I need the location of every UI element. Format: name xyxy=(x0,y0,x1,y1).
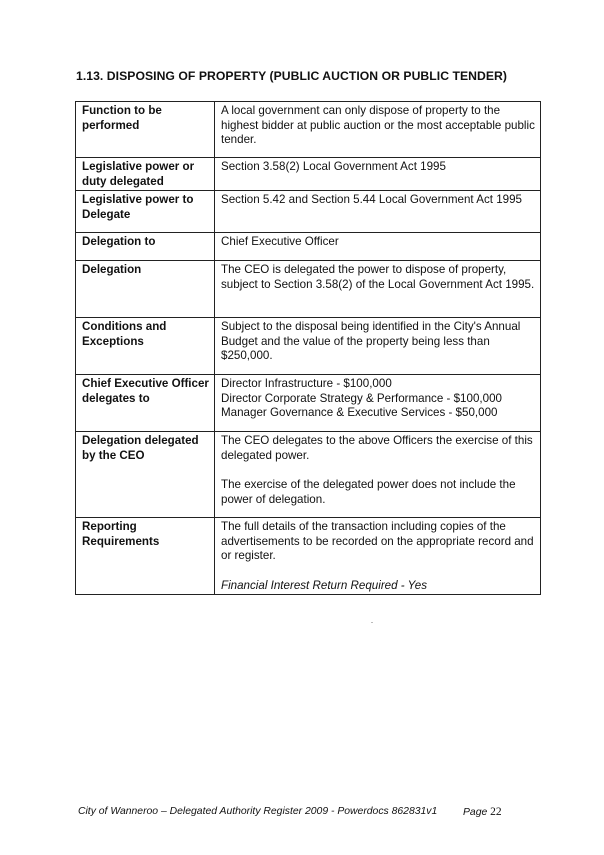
section-heading: 1.13. DISPOSING OF PROPERTY (PUBLIC AUCTION OR PUBLIC TENDER) xyxy=(76,69,508,83)
table-row xyxy=(76,233,541,261)
row-label: Conditions and Exceptions xyxy=(76,318,215,375)
footer-reference: City of Wanneroo – Delegated Authority Register 2009 - Powerdocs 862831v1 xyxy=(78,806,438,817)
content-paragraph: Section 5.42 and Section 5.44 Local Government Act 1995 xyxy=(221,193,522,207)
row-label: Reporting Requirements xyxy=(76,518,215,595)
footer-page xyxy=(463,806,502,818)
row-content xyxy=(215,191,541,233)
content-paragraph: The full details of the transaction including copies of the advertisements to be recorded on the appropriate record and or register. xyxy=(221,520,534,563)
content-paragraph: The CEO is delegated the power to dispose of property, subject to Section 3.58(2) of the Local Government Act 1995. xyxy=(221,263,535,291)
table-row xyxy=(76,432,541,518)
table-row xyxy=(76,158,541,191)
row-label: Chief Executive Officer delegates to xyxy=(76,375,215,432)
content-paragraph: The exercise of the delegated power does not include the power of delegation. xyxy=(221,477,516,506)
table-row xyxy=(76,261,541,318)
table-row xyxy=(76,518,541,595)
page-number: 22 xyxy=(490,806,502,818)
delegate-line: Director Infrastructure - $100,000 xyxy=(221,377,392,391)
row-content xyxy=(215,233,541,261)
row-content xyxy=(215,318,541,375)
delegate-line: Director Corporate Strategy & Performance - $100,000 xyxy=(221,391,502,405)
row-label: Delegation xyxy=(76,261,215,318)
row-content xyxy=(215,158,541,191)
content-paragraph: Section 3.58(2) Local Government Act 1995 xyxy=(221,160,446,173)
row-label: Legislative power to Delegate xyxy=(76,191,215,233)
table-row xyxy=(76,102,541,158)
content-paragraph: A local government can only dispose of property to the highest bidder at public auction or the most acceptable public tender. xyxy=(221,104,535,147)
row-label: Function to be performed xyxy=(76,102,215,158)
scan-speck xyxy=(371,622,373,623)
row-content xyxy=(215,102,541,158)
delegation-table xyxy=(75,101,541,595)
table-row xyxy=(76,191,541,233)
row-content xyxy=(215,375,541,432)
content-paragraph: The CEO delegates to the above Officers the exercise of this delegated power. xyxy=(221,434,533,462)
row-label: Delegation delegated by the CEO xyxy=(76,432,215,518)
page-footer xyxy=(78,806,502,818)
row-content xyxy=(215,432,541,518)
row-content xyxy=(215,518,541,595)
table-row xyxy=(76,375,541,432)
financial-interest-note: Financial Interest Return Required - Yes xyxy=(221,578,428,592)
content-paragraph: Chief Executive Officer xyxy=(221,235,339,249)
row-label: Delegation to xyxy=(76,233,215,261)
delegate-line: Manager Governance & Executive Services - $50,000 xyxy=(221,406,498,420)
row-content xyxy=(215,261,541,318)
page-label: Page xyxy=(463,807,488,818)
table-row xyxy=(76,318,541,375)
row-label: Legislative power or duty delegated xyxy=(76,158,215,191)
content-paragraph: Subject to the disposal being identified in the City's Annual Budget and the value of the property being less than $250,000. xyxy=(221,320,521,363)
